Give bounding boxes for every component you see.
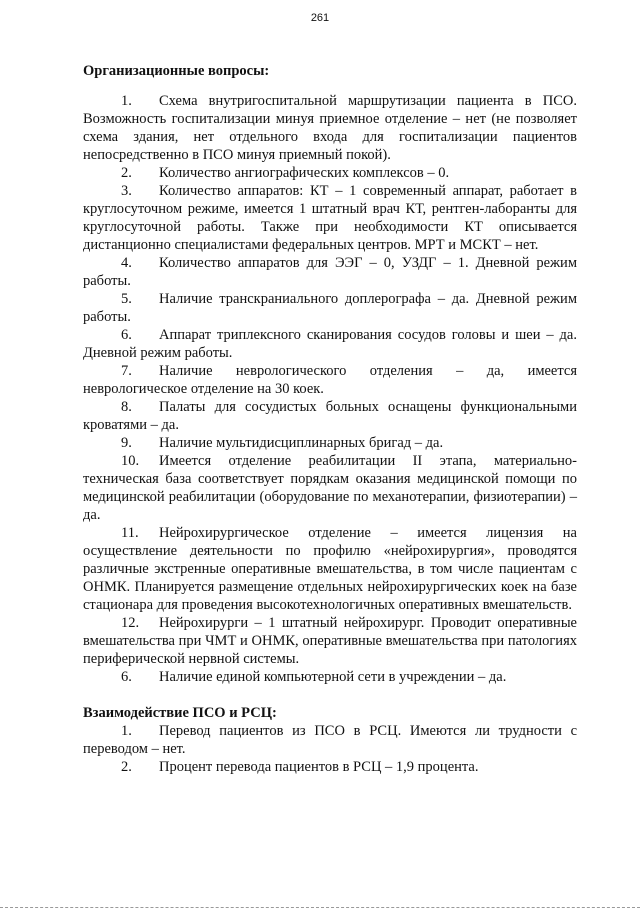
section-heading-interaction: Взаимодействие ПСО и РСЦ:: [83, 705, 277, 721]
page-bottom-divider: [0, 907, 640, 908]
item-text: Имеется отделение реабилитации II этапа, материально-техническая база соответствует порядкам оказания медицинской помощи по медицинской реабилитации (оборудование по механотерапии, физиотерапии) – да.: [83, 453, 577, 523]
item-text: Наличие неврологического отделения – да, имеется неврологическое отделение на 30 коек.: [83, 363, 577, 397]
list-item: [83, 326, 577, 362]
item-number: 2.: [121, 759, 132, 775]
item-number: 5.: [121, 291, 132, 307]
interaction-items-list: [83, 722, 577, 776]
item-text: Нейрохирурги – 1 штатный нейрохирург. Проводит оперативные вмешательства при ЧМТ и ОНМК, оперативные вмешательства при патологиях периферической нервной системы.: [83, 615, 577, 667]
item-text: Нейрохирургическое отделение – имеется лицензия на осуществление деятельности по профилю «нейрохирургия», проводятся различные экстренные оперативные вмешательства, в том числе пациентам с ОНМК. Планируется размещение отдельных нейрохирургических коек на базе стационара для проведения высокотехнологичных оперативных вмешательств.: [83, 525, 577, 613]
list-item: [83, 614, 577, 668]
item-number: 6.: [121, 327, 132, 343]
item-text: Перевод пациентов из ПСО в РСЦ. Имеются ли трудности с переводом – нет.: [83, 723, 577, 757]
item-number: 1.: [121, 723, 132, 739]
list-item: [83, 758, 577, 776]
item-text: Наличие мультидисциплинарных бригад – да.: [159, 435, 444, 451]
item-number: 6.: [121, 669, 132, 685]
section-heading-organizational: Организационные вопросы:: [83, 63, 270, 79]
list-item: [83, 434, 577, 452]
item-number: 9.: [121, 435, 132, 451]
list-item: [83, 182, 577, 254]
item-number: 11.: [121, 525, 139, 541]
item-text: Количество ангиографических комплексов – 0.: [159, 165, 450, 181]
item-text: Количество аппаратов для ЭЭГ – 0, УЗДГ – 1. Дневной режим работы.: [83, 255, 577, 289]
item-number: 12.: [121, 615, 140, 631]
list-item: [83, 722, 577, 758]
item-text: Аппарат триплексного сканирования сосудов головы и шеи – да. Дневной режим работы.: [83, 327, 577, 361]
item-number: 2.: [121, 165, 132, 181]
list-item: [83, 254, 577, 290]
item-number: 4.: [121, 255, 132, 271]
document-body: [83, 62, 577, 776]
list-item: [83, 164, 577, 182]
item-number: 8.: [121, 399, 132, 415]
item-text: Количество аппаратов: КТ – 1 современный аппарат, работает в круглосуточном режиме, имеется 1 штатный врач КТ, рентген-лаборанты для круглосуточной работы. Также при необходимости КТ описывается дистанционно специалистами федеральных центров. МРТ и МСКТ – нет.: [83, 183, 577, 253]
item-text: Наличие единой компьютерной сети в учреждении – да.: [159, 669, 507, 685]
list-item: [83, 290, 577, 326]
item-number: 10.: [121, 453, 140, 469]
item-text: Палаты для сосудистых больных оснащены функциональными кроватями – да.: [83, 399, 577, 433]
item-number: 7.: [121, 363, 132, 379]
page-number: 261: [310, 12, 330, 24]
list-item: [83, 524, 577, 614]
list-item: [83, 452, 577, 524]
item-number: 1.: [121, 93, 132, 109]
item-number: 3.: [121, 183, 132, 199]
list-item: [83, 398, 577, 434]
organizational-items-list: [83, 92, 577, 686]
item-text: Наличие транскраниального доплерографа – да. Дневной режим работы.: [83, 291, 577, 325]
list-item: [83, 92, 577, 164]
item-text: Схема внутригоспитальной маршрутизации пациента в ПСО. Возможность госпитализации минуя приемное отделение – нет (не позволяет схема здания, нет отдельного входа для госпитализации пациентов непосредственно в ПСО минуя приемный покой).: [83, 93, 577, 163]
item-text: Процент перевода пациентов в РСЦ – 1,9 процента.: [159, 759, 479, 775]
list-item: [83, 668, 577, 686]
list-item: [83, 362, 577, 398]
